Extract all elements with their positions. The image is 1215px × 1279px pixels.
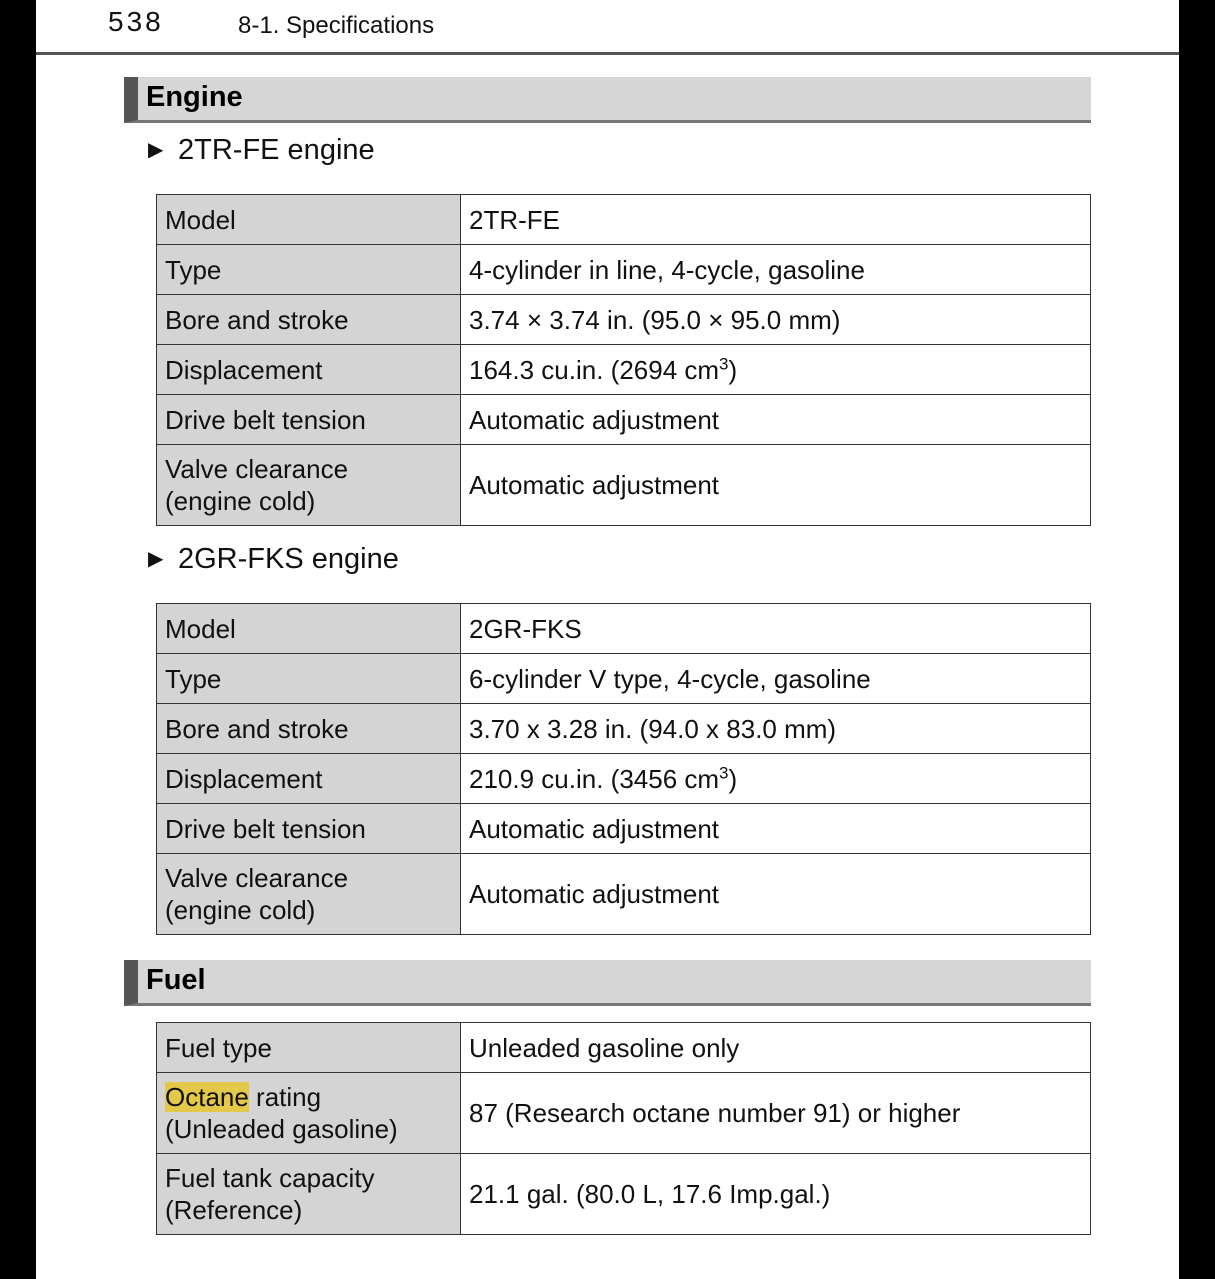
row-label: Bore and stroke: [157, 295, 461, 345]
table-row: [157, 395, 1091, 445]
row-label: [157, 445, 461, 526]
engine-2gr-spec-table: [156, 603, 1091, 935]
label-line-1: Valve clearance: [165, 863, 349, 893]
table-row: [157, 245, 1091, 295]
row-label: Type: [157, 245, 461, 295]
value-prefix: 164.3 cu.in. (2694 cm: [469, 354, 720, 385]
fuel-heading-text: Fuel: [146, 964, 206, 996]
page-number: 538: [108, 6, 164, 37]
row-label: Displacement: [157, 754, 461, 804]
label-line-2: (engine cold): [165, 895, 316, 925]
value-superscript: 3: [719, 762, 729, 782]
row-label: [157, 1073, 461, 1154]
label-rest: rating: [248, 1082, 322, 1112]
row-label: Model: [157, 604, 461, 654]
row-label: [157, 854, 461, 935]
engine-2tr-title: 2TR-FE engine: [178, 134, 375, 166]
page-header: [36, 0, 1179, 55]
table-row: [157, 1023, 1091, 1073]
label-line-1: Valve clearance: [165, 454, 349, 484]
row-value: 3.70 x 3.28 in. (94.0 x 83.0 mm): [461, 704, 1091, 754]
table-row: [157, 854, 1091, 935]
row-value: [461, 345, 1091, 395]
row-value: Automatic adjustment: [461, 804, 1091, 854]
row-label: Fuel type: [157, 1023, 461, 1073]
row-label: [157, 1154, 461, 1235]
value-suffix: ): [728, 354, 738, 385]
section-path: 8-1. Specifications: [238, 12, 435, 39]
engine-heading: [124, 77, 1091, 123]
table-row: [157, 654, 1091, 704]
row-value: Automatic adjustment: [461, 445, 1091, 526]
fuel-heading: [124, 960, 1091, 1006]
value-superscript: 3: [719, 353, 729, 373]
engine-2tr-spec-table: [156, 194, 1091, 526]
row-label: Type: [157, 654, 461, 704]
table-row: [157, 1154, 1091, 1235]
table-row: [157, 295, 1091, 345]
row-value: Unleaded gasoline only: [461, 1023, 1091, 1073]
row-value: 4-cylinder in line, 4-cycle, gasoline: [461, 245, 1091, 295]
table-row: [157, 754, 1091, 804]
row-value: 2TR-FE: [461, 195, 1091, 245]
label-line-2: (Reference): [165, 1195, 303, 1225]
row-label: Drive belt tension: [157, 395, 461, 445]
table-row: [157, 195, 1091, 245]
row-value: 87 (Research octane number 91) or higher: [461, 1073, 1091, 1154]
row-label: Displacement: [157, 345, 461, 395]
row-value: Automatic adjustment: [461, 395, 1091, 445]
table-row: [157, 604, 1091, 654]
fuel-spec-table: [156, 1022, 1091, 1235]
table-row: [157, 345, 1091, 395]
row-label: Drive belt tension: [157, 804, 461, 854]
label-line-1: Fuel tank capacity: [165, 1163, 375, 1193]
row-value: [461, 754, 1091, 804]
row-value: 3.74 × 3.74 in. (95.0 × 95.0 mm): [461, 295, 1091, 345]
engine-2tr-subheading: [148, 134, 375, 167]
value-prefix: 210.9 cu.in. (3456 cm: [469, 763, 720, 794]
row-label: Model: [157, 195, 461, 245]
label-line-2: (Unleaded gasoline): [165, 1114, 398, 1144]
value-suffix: ): [728, 763, 738, 794]
engine-2gr-title: 2GR-FKS engine: [178, 543, 399, 575]
manual-page: [36, 0, 1179, 1279]
table-row: [157, 704, 1091, 754]
row-value: 2GR-FKS: [461, 604, 1091, 654]
engine-2gr-subheading: [148, 543, 399, 576]
table-row: [157, 1073, 1091, 1154]
triangle-right-icon: ▶: [148, 139, 164, 161]
table-row: [157, 804, 1091, 854]
highlighted-search-term: Octane: [165, 1082, 249, 1112]
engine-heading-text: Engine: [146, 81, 243, 113]
row-value: 6-cylinder V type, 4-cycle, gasoline: [461, 654, 1091, 704]
label-line-2: (engine cold): [165, 486, 316, 516]
triangle-right-icon: ▶: [148, 548, 164, 570]
row-value: 21.1 gal. (80.0 L, 17.6 Imp.gal.): [461, 1154, 1091, 1235]
row-label: Bore and stroke: [157, 704, 461, 754]
row-value: Automatic adjustment: [461, 854, 1091, 935]
table-row: [157, 445, 1091, 526]
